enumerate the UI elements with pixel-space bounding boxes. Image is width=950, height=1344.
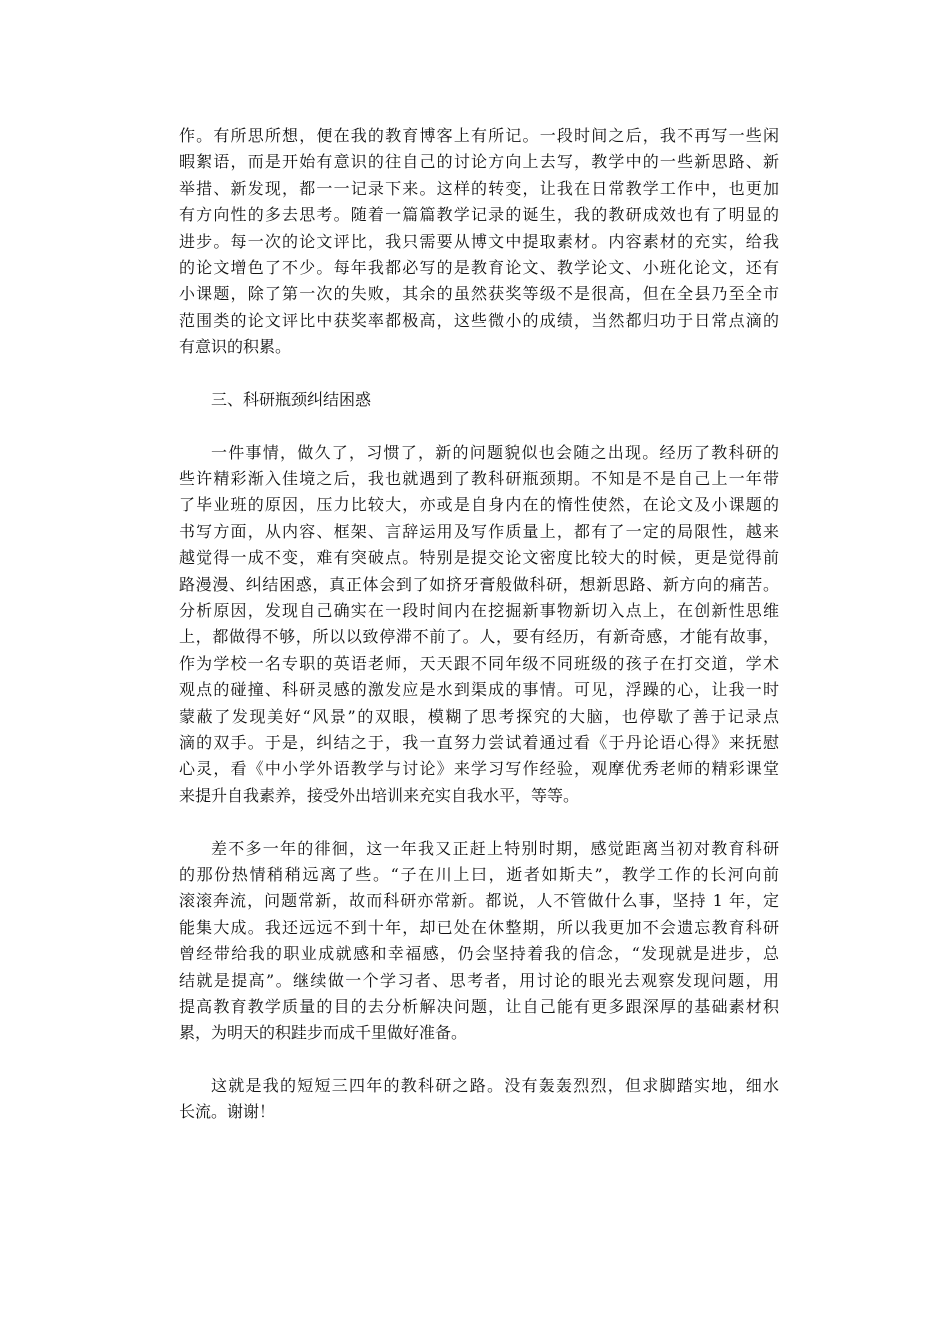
paragraph-spacer [179, 809, 779, 835]
text-line: 差不多一年的徘徊，这一年我又正赶上特别时期，感觉距离当初对教育科研 [211, 838, 779, 858]
text-line: 上，都做得不够，所以以致停滞不前了。人，要有经历，有新奇感，才能有故事， [179, 627, 779, 647]
text-line: 观点的碰撞、科研灵感的激发应是水到渠成的事情。可见，浮躁的心，让我一时 [179, 680, 779, 700]
paragraph-3 [179, 836, 779, 1047]
text-line: 蒙蔽了发现美好“风景”的双眼，模糊了思考探究的大脑，也停歇了善于记录点 [179, 706, 779, 726]
text-line: 的论文增色了不少。每年我都必写的是教育论文、教学论文、小班化论文，还有 [179, 257, 779, 277]
paragraph-4 [179, 1073, 779, 1126]
text-line: 来提升自我素养，接受外出培训来充实自我水平，等等。 [179, 785, 580, 805]
text-line: 作为学校一名专职的英语老师，天天跟不同年级不同班级的孩子在打交道，学术 [179, 653, 779, 673]
text-line: 有方向性的多去思考。随着一篇篇教学记录的诞生，我的教研成效也有了明显的 [179, 205, 779, 225]
text-line: 分析原因，发现自己确实在一段时间内在挖掘新事物新切入点上，在创新性思维 [179, 601, 779, 621]
text-line: 作。有所思所想，便在我的教育博客上有所记。一段时间之后，我不再写一些闲 [179, 126, 779, 145]
text-line: 路漫漫、纠结困惑，真正体会到了如挤牙膏般做科研，想新思路、新方向的痛苦。 [179, 574, 779, 594]
text-line: 进步。每一次的论文评比，我只需要从博文中提取素材。内容素材的充实，给我 [179, 231, 779, 251]
text-line: 举措、新发现，都一一记录下来。这样的转变，让我在日常教学工作中，也更加 [179, 178, 779, 198]
text-line: 滚滚奔流，问题常新，故而科研亦常新。都说，人不管做什么事，坚持 1 年，定 [179, 891, 779, 911]
text-line: 一件事情，做久了，习惯了，新的问题貌似也会随之出现。经历了教科研的 [211, 442, 779, 462]
text-line: 提高教育教学质量的目的去分析解决问题，让自己能有更多跟深厚的基础素材积 [179, 996, 779, 1016]
text-line: 长流。谢谢！ [179, 1102, 276, 1122]
text-line: 曾经带给我的职业成就感和幸福感，仍会坚持着我的信念，“发现就是进步，总 [179, 944, 779, 964]
text-line: 小课题，除了第一次的失败，其余的虽然获奖等级不是很高，但在全县乃至全市 [179, 284, 779, 304]
text-line: 这就是我的短短三四年的教科研之路。没有轰轰烈烈，但求脚踏实地，细水 [211, 1076, 779, 1096]
text-line: 范围类的论文评比中获奖率都极高，这些微小的成绩，当然都归功于日常点滴的 [179, 310, 779, 330]
text-line: 有意识的积累。 [179, 337, 292, 357]
text-line: 滴的双手。于是，纠结之于，我一直努力尝试着通过看《于丹论语心得》来抚慰 [179, 732, 779, 752]
section-heading: 三、科研瓶颈纠结困惑 [211, 389, 372, 409]
text-line: 暇絮语，而是开始有意识的往自己的讨论方向上去写，教学中的一些新思路、新 [179, 152, 779, 172]
text-line: 书写方面，从内容、框架、言辞运用及写作质量上，都有了一定的局限性，越来 [179, 521, 779, 541]
paragraph-spacer [179, 361, 779, 387]
paragraph-2 [179, 440, 779, 809]
text-line: 些许精彩渐入佳境之后，我也就遇到了教科研瓶颈期。不知是不是自己上一年带 [179, 469, 779, 489]
text-line: 越觉得一成不变，难有突破点。特别是提交论文密度比较大的时候，更是觉得前 [179, 548, 779, 568]
text-line: 的那份热情稍稍远离了些。“子在川上曰，逝者如斯夫”，教学工作的长河向前 [179, 864, 779, 884]
paragraph-1 [179, 123, 779, 361]
text-line: 了毕业班的原因，压力比较大，亦或是自身内在的惰性使然，在论文及小课题的 [179, 495, 779, 515]
text-line: 结就是提高”。继续做一个学习者、思考者，用讨论的眼光去观察发现问题，用 [179, 970, 779, 990]
document-page [179, 123, 779, 1126]
text-line: 心灵，看《中小学外语教学与讨论》来学习写作经验，观摩优秀老师的精彩课堂 [179, 759, 779, 779]
text-line: 累，为明天的积跬步而成千里做好准备。 [179, 1023, 468, 1043]
paragraph-spacer [179, 1047, 779, 1073]
text-line: 能集大成。我还远远不到十年，却已处在休整期，所以我更加不会遗忘教育科研 [179, 917, 779, 937]
paragraph-spacer [179, 413, 779, 439]
